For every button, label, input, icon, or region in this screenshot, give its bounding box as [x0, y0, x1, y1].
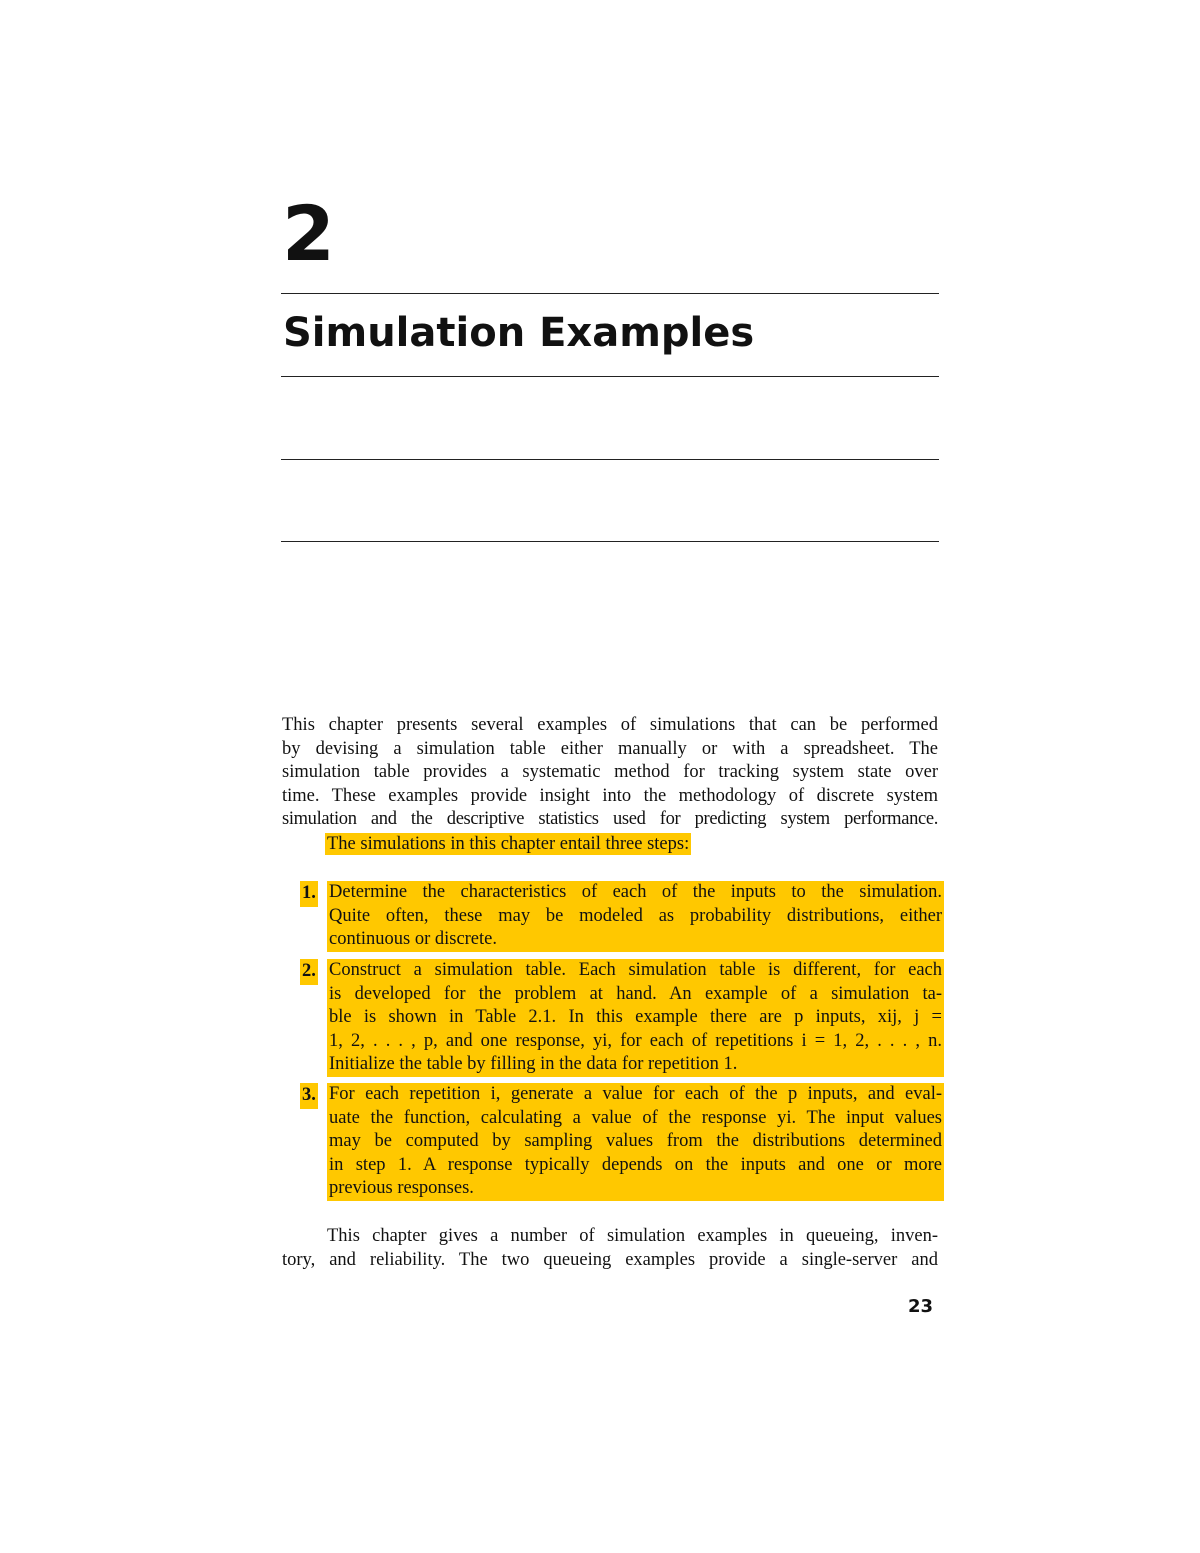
rule-under-title: [281, 376, 939, 377]
closing-paragraph: [282, 1225, 938, 1272]
step-line: is developed for the problem at hand. An example of a simulation ta-: [329, 983, 942, 1004]
rule-middle: [281, 459, 939, 460]
step-line: Construct a simulation table. Each simulation table is different, for each: [329, 960, 942, 980]
intro-line: simulation table provides a systematic method for tracking system state over: [282, 762, 938, 783]
step-line: uate the function, calculating a value of the response yi. The input values: [329, 1107, 942, 1128]
intro-line: simulation and the descriptive statistics used for predicting system performance.: [282, 809, 938, 830]
step-line: in step 1. A response typically depends on the inputs and one or more: [329, 1154, 942, 1175]
step-line: may be computed by sampling values from the distributions determined: [329, 1131, 942, 1152]
list-item-step-1: [300, 881, 940, 952]
step-line: For each repetition i, generate a value for each of the p inputs, and eval-: [329, 1084, 942, 1104]
step-line: 1, 2, . . . , p, and one response, yi, for each of repetitions i = 1, 2, . . . , n.: [329, 1030, 942, 1051]
step-line: Quite often, these may be modeled as probability distributions, either: [329, 905, 942, 926]
closing-line: tory, and reliability. The two queueing examples provide a single-server and: [282, 1249, 938, 1270]
intro-line: time. These examples provide insight into the methodology of discrete system: [282, 785, 938, 806]
step-line: Initialize the table by filling in the data for repetition 1.: [329, 1054, 738, 1075]
page-number: 23: [908, 1296, 934, 1317]
step-body: [327, 959, 944, 1077]
intro-line: This chapter presents several examples of simulations that can be performed: [282, 715, 938, 735]
chapter-number: 2: [282, 189, 334, 278]
rule-bottom: [281, 541, 939, 542]
list-item-step-3: [300, 1083, 940, 1201]
list-item-step-2: [300, 959, 940, 1077]
steps-intro: [325, 833, 691, 857]
step-body: [327, 881, 944, 952]
steps-intro-text: The simulations in this chapter entail three steps:: [327, 834, 690, 854]
intro-line: by devising a simulation table either manually or with a spreadsheet. The: [282, 738, 938, 759]
list-number: 3.: [300, 1083, 318, 1109]
rule-top: [281, 293, 939, 294]
step-line: continuous or discrete.: [329, 929, 497, 950]
step-line: previous responses.: [329, 1178, 474, 1199]
list-number: 2.: [300, 959, 318, 985]
step-line: Determine the characteristics of each of the inputs to the simulation.: [329, 882, 942, 902]
chapter-title: Simulation Examples: [283, 310, 755, 356]
step-body: [327, 1083, 944, 1201]
step-line: ble is shown in Table 2.1. In this example there are p inputs, xij, j =: [329, 1007, 942, 1028]
list-number: 1.: [300, 881, 318, 907]
intro-paragraph: [282, 714, 938, 832]
closing-line: This chapter gives a number of simulation examples in queueing, inven-: [327, 1226, 938, 1246]
